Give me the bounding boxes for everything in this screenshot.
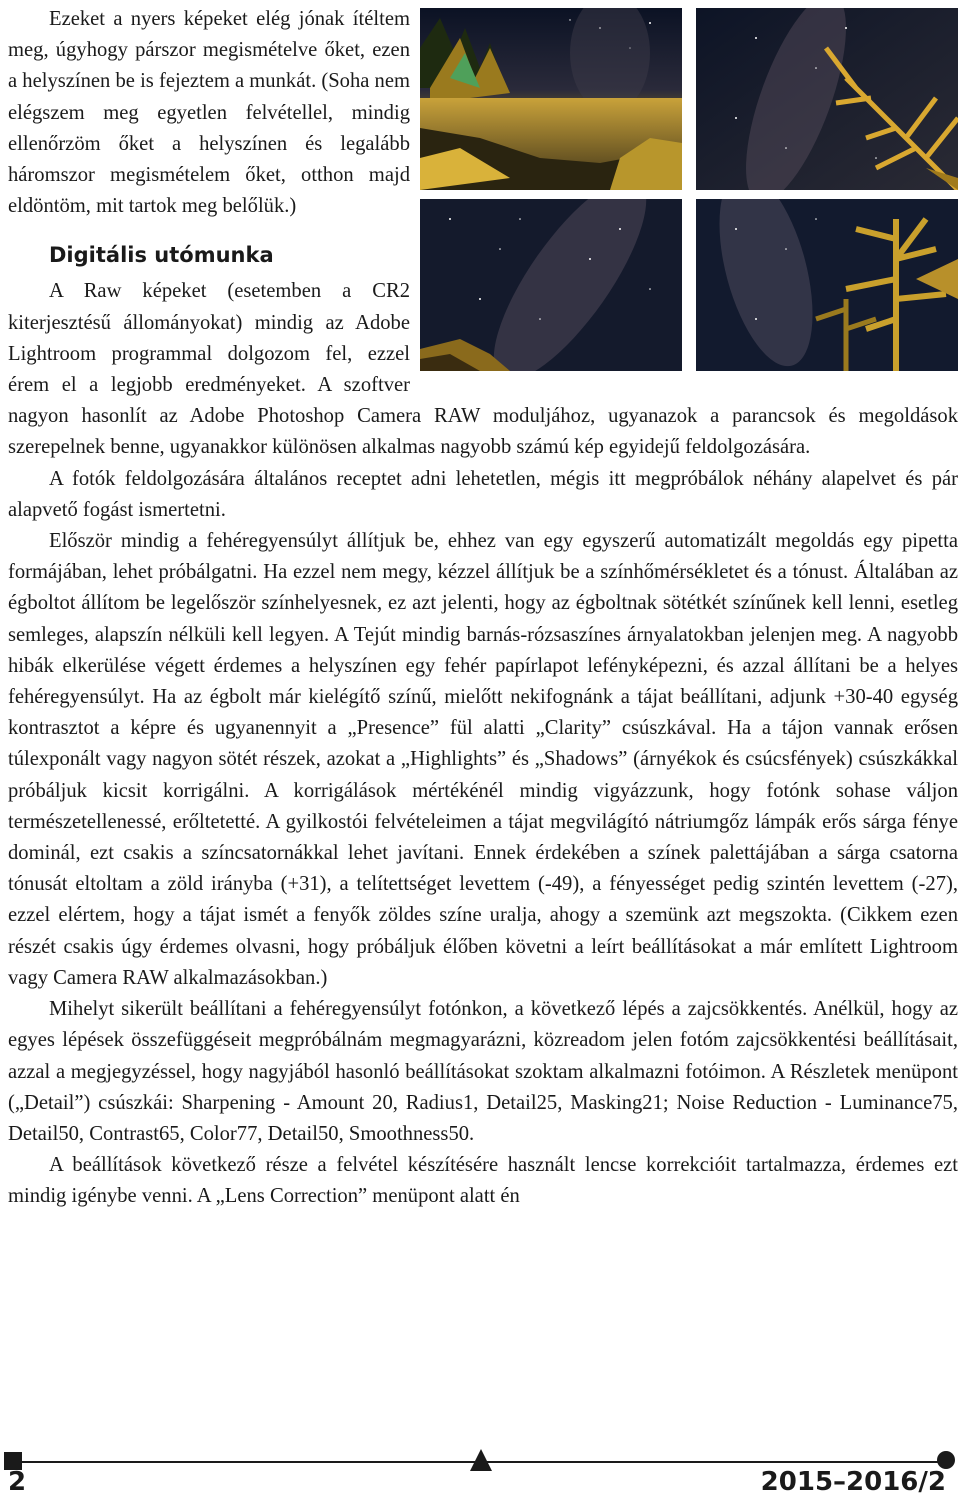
footer-rule [8, 1461, 952, 1463]
photo-lake-night [420, 8, 682, 190]
issue-number: 2015–2016/2 [760, 1467, 946, 1497]
photo-trees-stars [696, 199, 958, 371]
body-paragraph: Először mindig a fehéregyensúlyt állítjuk be, ehhez van egy egyszerű automatizált megoldás egy pipetta formájában, lehet próbálgatni. Ha ezzel nem megy, kézzel állítjuk be a színhőmérsékletet és a tónust. Általában az égboltot állítom be legelőször színhelyesnek, ez azt jelenti, hogy az égboltnak sötétkét színűnek kell lenni, esetleg semleges, alapszín nélküli kell legyen. A Tejút mindig barnás-rózsaszínes árnyalatokban jelenjen meg. A nagyobb hibák elkerülése végett érdemes a helyszínen egy fehér papírlapot lefényképezni, és azzal állítani be a helyes fehéregyensúlyt. Ha az égbolt már kielégítő színű, mielőtt nekifognánk a tájat beállítani, adjunk +30-40 egység kontrasztot a képre és ugyanennyit a „Presence” fül alatti „Clarity” csúszkával. Ha a tájon vannak erősen túlexponált vagy nagyon sötét részek, azokat a „Highlights” és „Shadows” (árnyékok és csúcsfények) csúszkákkal próbáljuk kicsit korrigálni. A korrigálások mértékénél mindig vigyázzunk, hogy fotónk sohase váljon természetellenessé, erőltetetté. A gyilkostói felvételeimen a tájat megvilágító nátriumgőz lámpák erős sárga fénye dominál, ezt csakis a színcsatornákkal lehet javítani. Ennek érdekében a színek palettájában a sárga csatorna tónusát eltoltam a zöld irányba (+31), a telítettséget levettem (-49), a fényességet pedig szintén levettem (-27), ezzel elértem, hogy a tájat ismét a fenyők zöldes színe uralja, ahogy a szemünk azt megszokta. (Cikkem ezen részét csakis úgy érdemes olvasni, hogy próbáljuk élőben követni a leírt beállításokat a már említett Lightroom vagy Camera RAW alkalmazásokban.) [8, 530, 958, 989]
body-paragraph: Mihelyt sikerült beállítani a fehéregyensúlyt fotónkon, a következő lépés a zajcsökkentés. Anélkül, hogy az egyes lépések összefüggéseit megpróbálnám megmagyarázni, közreadom jelen fotóm zajcsökkentési beállításait, azzal a megjegyzéssel, hogy nagyjából hasonló beállításokat szoktam alkalmazni fotóimon. A Részletek menüpont („Detail”) csúszkái: Sharpening - Amount 20, Radius1, Detail25, Masking21; Noise Reduction - Luminance75, Detail50, Contrast65, Color77, Detail50, Smoothness50. [8, 998, 958, 1145]
page-number: 2 [8, 1467, 27, 1497]
footer-triangle-marker [470, 1449, 492, 1471]
photo-trees-stars-image [696, 199, 958, 371]
photo-milky-way-tree-image [696, 8, 958, 190]
section-title: Digitális utómunka [49, 243, 274, 268]
body-paragraph: A fotók feldolgozására általános receptet adni lehetetlen, mégis itt megpróbálok néhány alapelvet és pár alapvető fogást ismertetni. [8, 467, 958, 521]
photo-milky-way-tree [696, 8, 958, 190]
photo-lake-night-image [420, 8, 682, 190]
body-paragraph: A beállítások következő része a felvétel készítésére használt lencse korrekcióit tartalmazza, érdemes ezt mindig igénybe venni. A „Lens Correction” menüpont alatt én [8, 1154, 958, 1208]
text-column [8, 4, 958, 1213]
photo-grid [420, 4, 958, 376]
intro-paragraph: Ezeket a nyers képeket elég jónak ítéltem meg, úgyhogy párszor megismételve őket, ezen a helyszínen be is fejeztem a munkát. (Soha nem elégszem meg egyetlen felvétellel, mindig ellenőrzöm őket a helyszínen és legalább háromszor megismételem őket, otthon majd eldöntöm, mit tartok meg belőlük.) [8, 8, 411, 218]
photo-starry-sky [420, 199, 682, 371]
photo-starry-sky-image [420, 199, 682, 371]
body-paragraph: A Raw képeket (esetemben a CR2 kiterjesztésű állományokat) mindig az Adobe Lightroom programmal dolgozom fel, ezzel érem el a legjobb eredményeket. A szoftver nagyon hasonlít az Adobe Photoshop Camera RAW moduljához, ugyanazok a parancsok és megoldások szerepelnek benne, ugyanakkor különösen alkalmas nagyobb számú kép egyidejű feldolgozására. [8, 280, 958, 459]
